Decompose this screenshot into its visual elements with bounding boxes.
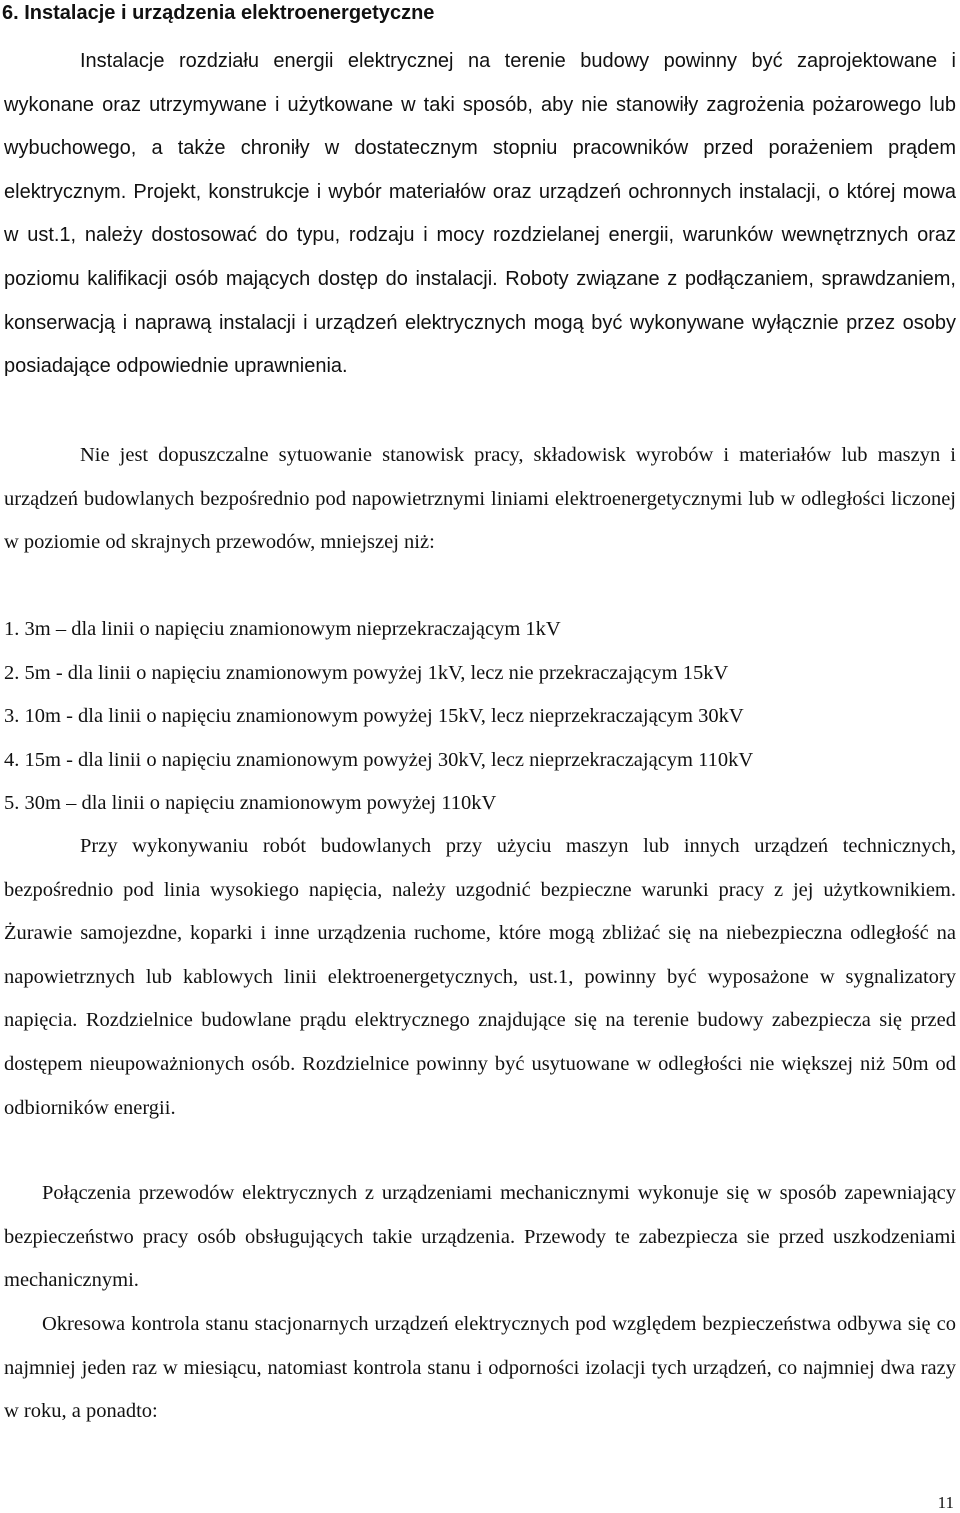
list-item: 4. 15m - dla linii o napięciu znamionowym powyżej 30kV, lecz nieprzekraczającym 110kV	[4, 748, 754, 771]
section-heading: 6. Instalacje i urządzenia elektroenergetyczne	[2, 2, 435, 24]
paragraph-overhead-lines-distance: Nie jest dopuszczalne sytuowanie stanowisk pracy, składowisk wyrobów i materiałów lub maszyn i urządzeń budowlanych bezpośrednio pod napowietrznymi liniami elektroenergetycznymi lub w odległości liczonej w poziomie od skrajnych przewodów, mniejszej niż:	[4, 444, 956, 554]
paragraph-cable-connections: Połączenia przewodów elektrycznych z urządzeniami mechanicznymi wykonuje się w sposób zapewniający bezpieczeństwo pracy osób obsługujących takie urządzenia. Przewody te zabezpiecza sie przed uszkodzeniami mechanicznymi.	[4, 1182, 956, 1292]
paragraph-machine-work-near-lines: Przy wykonywaniu robót budowlanych przy użyciu maszyn lub innych urządzeń technicznych, bezpośrednio pod linia wysokiego napięcia, należy uzgodnić bezpieczne warunki pracy z jej użytkownikiem. Żurawie samojezdne, koparki i inne urządzenia ruchome, które mogą zbliżać się na niebezpieczna odległość na napowietrznych lub kablowych linii elektroenergetycznych, ust.1, powinny być wyposażone w sygnalizatory napięcia. Rozdzielnice budowlane prądu elektrycznego znajdujące się na terenie budowy zabezpiecza się przed dostępem nieupoważnionych osób. Rozdzielnice powinny być usytuowane w odległości nie większej niż 50m od odbiorników energii.	[4, 835, 956, 1119]
paragraph-periodic-inspection: Okresowa kontrola stanu stacjonarnych urządzeń elektrycznych pod względem bezpieczeństwa odbywa się co najmniej jeden raz w miesiącu, natomiast kontrola stanu i odporności izolacji tych urządzeń, co najmniej dwa razy w roku, a ponadto:	[4, 1313, 956, 1423]
distance-list	[4, 608, 956, 826]
page-number: 11	[937, 1493, 954, 1512]
list-item: 5. 30m – dla linii o napięciu znamionowym powyżej 110kV	[4, 792, 497, 815]
list-item: 1. 3m – dla linii o napięciu znamionowym nieprzekraczającym 1kV	[4, 618, 561, 640]
paragraph-installation-requirements: Instalacje rozdziału energii elektrycznej na terenie budowy powinny być zaprojektowane i wykonane oraz utrzymywane i użytkowane w taki sposób, aby nie stanowiły zagrożenia pożarowego lub wybuchowego, a także chroniły w dostatecznym stopniu pracowników przed porażeniem prądem elektrycznym. Projekt, konstrukcje i wybór materiałów oraz urządzeń ochronnych instalacji, o której mowa w ust.1, należy dostosować do typu, rodzaju i mocy rozdzielanej energii, warunków wewnętrznych oraz poziomu kalifikacji osób mających dostęp do instalacji. Roboty związane z podłączaniem, sprawdzaniem, konserwacją i naprawą instalacji i urządzeń elektrycznych mogą być wykonywane wyłącznie przez osoby posiadające odpowiednie uprawnienia.	[4, 50, 956, 378]
list-item: 3. 10m - dla linii o napięciu znamionowym powyżej 15kV, lecz nieprzekraczającym 30kV	[4, 705, 744, 728]
list-item: 2. 5m - dla linii o napięciu znamionowym powyżej 1kV, lecz nie przekraczającym 15kV	[4, 661, 729, 684]
